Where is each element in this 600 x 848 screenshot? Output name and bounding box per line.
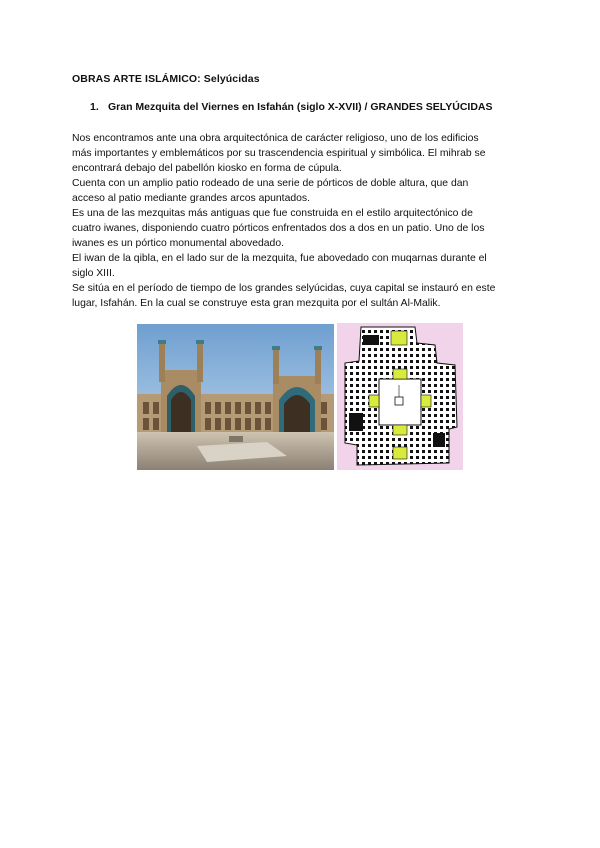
body-line: Es una de las mezquitas más antiguas que fue construida en el estilo arquitectónico de — [72, 208, 473, 219]
mosque-courtyard-photo — [137, 324, 334, 470]
body-line: iwanes es un pórtico monumental abovedado. — [72, 238, 284, 249]
document-title: OBRAS ARTE ISLÁMICO: Selyúcidas — [72, 73, 260, 85]
section-heading-text: Gran Mezquita del Viernes en Isfahán (siglo X-XVII) / GRANDES SELYÚCIDAS — [108, 101, 493, 113]
body-line: Se sitúa en el período de tiempo de los grandes selyúcidas, cuya capital se instauró en este — [72, 283, 496, 294]
body-text — [72, 131, 532, 311]
body-line: encontrará debajo del pabellón kiosko en forma de cúpula. — [72, 163, 342, 174]
body-line: El iwan de la qibla, en el lado sur de la mezquita, fue abovedado con muqarnas durante el — [72, 253, 487, 264]
body-line: más importantes y emblemáticos por su trascendencia espiritual y simbólica. El mihrab se — [72, 148, 486, 159]
body-line: Nos encontramos ante una obra arquitectónica de carácter religioso, uno de los edificios — [72, 133, 479, 144]
body-line: lugar, Isfahán. En la cual se construye esta gran mezquita por el sultán Al-Malik. — [72, 298, 441, 309]
section-heading — [90, 101, 493, 113]
mosque-photo-graphic — [137, 324, 334, 470]
floor-plan-graphic — [337, 323, 463, 470]
section-number: 1. — [90, 101, 99, 113]
body-line: acceso al patio mediante grandes arcos apuntados. — [72, 193, 310, 204]
body-line: cuatro iwanes, disponiendo cuatro pórticos enfrentados dos a dos en un patio. Uno de los — [72, 223, 485, 234]
mosque-floor-plan — [337, 323, 463, 470]
body-line: Cuenta con un amplio patio rodeado de una serie de pórticos de doble altura, que dan — [72, 178, 469, 189]
body-line: siglo XIII. — [72, 268, 115, 279]
